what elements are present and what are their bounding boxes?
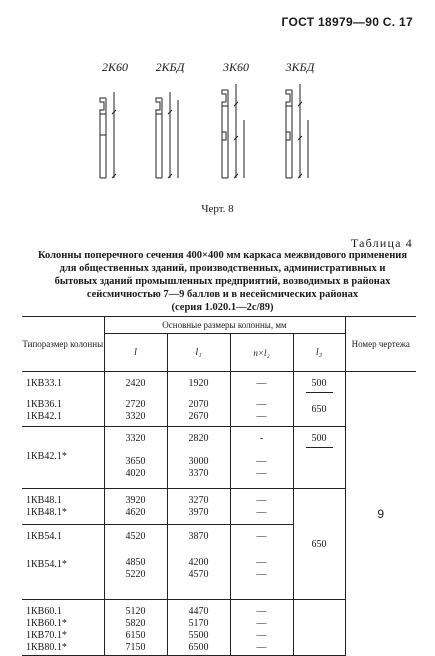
nxl2-cell xyxy=(230,427,293,489)
table-title-line: сейсмичностью 7—9 баллов и в несейсмических районах xyxy=(86,289,359,300)
column-drawings xyxy=(0,80,435,195)
l1-value: 3270 xyxy=(188,495,209,506)
l-value: 3920 xyxy=(125,495,146,506)
header-drawing-number: Номер чертежа xyxy=(345,317,416,372)
type-value: 1КВ33.1 xyxy=(26,378,62,389)
nxl2-value: — xyxy=(256,531,267,542)
table-number: Таблица 4 xyxy=(350,236,413,250)
table-title-line: Колонны поперечного сечения 400×400 мм каркаса межвидового применения xyxy=(37,250,408,261)
type-value: 1КВ80.1* xyxy=(26,642,67,653)
nxl2-value: — xyxy=(256,456,267,467)
nxl2-cell xyxy=(230,489,293,525)
table-title-line: (серия 1.020.1—2с/89) xyxy=(171,302,274,313)
drawing-label-1: 2К60 xyxy=(102,60,128,74)
l-value: 5120 xyxy=(125,606,146,617)
type-value: 1КВ36.1 xyxy=(26,399,62,410)
table-title-line: для общественных зданий, производственных, административных и xyxy=(59,263,386,274)
l-value: 3320 xyxy=(125,433,146,444)
l3-cell xyxy=(293,600,345,656)
type-value: 1КВ48.1* xyxy=(26,507,67,518)
l-value: 4620 xyxy=(125,507,146,518)
nxl2-cell xyxy=(230,600,293,656)
l-value: 4850 xyxy=(125,557,146,568)
l-value: 4520 xyxy=(125,531,146,542)
l1-value: 2070 xyxy=(188,399,209,410)
l-value: 5220 xyxy=(125,569,146,580)
l-cell xyxy=(104,600,167,656)
nxl2-value: — xyxy=(256,606,267,617)
table-title-line: бытовых зданий промышленных предприятий, возводимых в районах xyxy=(54,276,391,287)
l-value: 3320 xyxy=(125,411,146,422)
nxl2-value: — xyxy=(256,569,267,580)
l-value: 2420 xyxy=(125,378,146,389)
l1-cell xyxy=(167,525,230,600)
nxl2-cell xyxy=(230,525,293,600)
type-value: 1КВ54.1 xyxy=(26,531,62,542)
l1-value: 4470 xyxy=(188,606,209,617)
l3-value: 500 xyxy=(311,433,327,444)
nxl2-value: — xyxy=(256,495,267,506)
l1-value: 2670 xyxy=(188,411,209,422)
l1-value: 5500 xyxy=(188,630,209,641)
l3-cell xyxy=(293,372,345,427)
header-l3: l₃ xyxy=(293,334,345,372)
l1-value: 4200 xyxy=(188,557,209,568)
l1-value: 3970 xyxy=(188,507,209,518)
l1-value: 3870 xyxy=(188,531,209,542)
type-cell xyxy=(22,489,104,525)
type-value: 1КВ60.1 xyxy=(26,606,62,617)
header-l: l xyxy=(104,334,167,372)
nxl2-cell xyxy=(230,372,293,427)
l3-divider xyxy=(306,392,333,393)
header-nxl2: n×l₂ xyxy=(230,334,293,372)
type-cell xyxy=(22,600,104,656)
figure-caption: Черт. 8 xyxy=(201,203,234,215)
header-main-sizes: Основные размеры колонны, мм xyxy=(104,317,345,334)
l1-cell xyxy=(167,489,230,525)
type-value: 1КВ42.1* xyxy=(26,451,67,462)
nxl2-value: — xyxy=(256,399,267,410)
drawing-number-cell: 9 xyxy=(345,372,416,656)
nxl2-value: — xyxy=(256,468,267,479)
type-value: 1КВ60.1* xyxy=(26,618,67,629)
l-cell xyxy=(104,427,167,489)
nxl2-value: — xyxy=(256,618,267,629)
l-value: 5820 xyxy=(125,618,146,629)
nxl2-value: — xyxy=(256,557,267,568)
l1-value: 3000 xyxy=(188,456,209,467)
l1-value: 2820 xyxy=(188,433,209,444)
type-cell xyxy=(22,525,104,600)
l1-cell xyxy=(167,427,230,489)
l-cell xyxy=(104,489,167,525)
type-value: 1КВ42.1 xyxy=(26,411,62,422)
l1-cell xyxy=(167,600,230,656)
nxl2-value: - xyxy=(259,433,264,444)
header-type: Типоразмер колонны xyxy=(22,317,104,372)
type-value: 1КВ48.1 xyxy=(26,495,62,506)
table-title xyxy=(30,249,415,314)
l1-value: 5170 xyxy=(188,618,209,629)
l1-value: 1920 xyxy=(188,378,209,389)
type-cell xyxy=(22,427,104,489)
type-value: 1КВ70.1* xyxy=(26,630,67,641)
l-value: 6150 xyxy=(125,630,146,641)
l3-divider xyxy=(306,447,333,448)
nxl2-value: — xyxy=(256,642,267,653)
type-cell xyxy=(22,372,104,427)
nxl2-value: — xyxy=(256,411,267,422)
l1-value: 6500 xyxy=(188,642,209,653)
drawing-label-4: 3КБД xyxy=(285,60,315,74)
l3-value: 650 xyxy=(311,404,327,415)
l3-value: 500 xyxy=(311,378,327,389)
nxl2-value: — xyxy=(256,378,267,389)
l1-value: 3370 xyxy=(188,468,209,479)
l-value: 7150 xyxy=(125,642,146,653)
l-value: 4020 xyxy=(125,468,146,479)
page-header: ГОСТ 18979—90 С. 17 xyxy=(281,15,413,29)
l3-shared-cell: 650 xyxy=(293,489,345,600)
l1-value: 4570 xyxy=(188,569,209,580)
l-cell xyxy=(104,525,167,600)
header-l1: l₁ xyxy=(167,334,230,372)
drawing-label-3: 3К60 xyxy=(223,60,249,74)
data-table xyxy=(22,316,416,656)
l1-cell xyxy=(167,372,230,427)
l3-cell xyxy=(293,427,345,489)
type-value xyxy=(26,468,104,480)
type-value: 1КВ54.1* xyxy=(26,559,67,570)
type-value xyxy=(26,433,104,445)
nxl2-value: — xyxy=(256,630,267,641)
drawing-label-2: 2КБД xyxy=(155,60,185,74)
l-cell xyxy=(104,372,167,427)
l-value: 2720 xyxy=(125,399,146,410)
nxl2-value: — xyxy=(256,507,267,518)
l-value: 3650 xyxy=(125,456,146,467)
